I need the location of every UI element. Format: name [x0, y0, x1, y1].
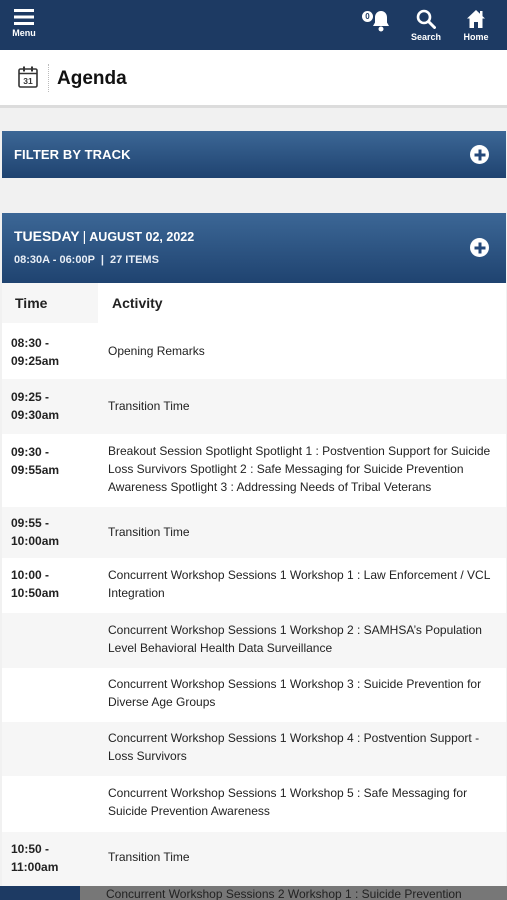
table-row[interactable] [2, 558, 506, 613]
next-row-activity: Concurrent Workshop Sessions 2 Workshop 1 : Suicide Prevention [106, 887, 462, 900]
row-time: 10:00 - 10:50am [11, 568, 60, 600]
top-nav-bar [0, 0, 507, 50]
notifications-button[interactable] [360, 0, 394, 50]
row-time: 09:25 - 09:30am [11, 390, 60, 422]
title-divider [48, 64, 49, 92]
table-row[interactable] [2, 507, 506, 558]
row-time: 10:50 - 11:00am [11, 842, 59, 874]
row-time: 08:30 - 09:25am [11, 336, 60, 368]
home-label: Home [463, 32, 489, 42]
row-activity: Opening Remarks [108, 344, 205, 358]
table-row[interactable] [2, 668, 506, 722]
date-separator: | [82, 228, 87, 244]
row-time: 09:55 - 10:00am [11, 516, 60, 548]
row-activity: Concurrent Workshop Sessions 1 Workshop 3 : Suicide Prevention for Diverse Age Groups [108, 677, 482, 709]
day-header[interactable] [2, 213, 506, 283]
calendar-day-number: 31 [23, 76, 33, 86]
row-activity: Transition Time [108, 850, 190, 864]
table-row[interactable] [2, 379, 506, 434]
page-header [0, 50, 507, 108]
search-button[interactable] [408, 0, 444, 50]
expand-plus-icon[interactable] [470, 238, 489, 257]
calendar-icon [18, 66, 38, 88]
table-row[interactable] [2, 323, 506, 379]
menu-button[interactable] [7, 0, 41, 50]
row-activity: Concurrent Workshop Sessions 1 Workshop 5 : Safe Messaging for Suicide Prevention Awareness [108, 786, 468, 818]
table-header [2, 283, 506, 323]
day-summary: 08:30A - 06:00P | 27 ITEMS [14, 254, 159, 266]
page-title: Agenda [57, 68, 127, 89]
activity-column-header: Activity [112, 295, 163, 311]
home-icon [466, 9, 486, 29]
row-activity: Transition Time [108, 399, 190, 413]
next-row-peek [0, 886, 507, 900]
table-row[interactable] [2, 776, 506, 832]
table-row[interactable] [2, 434, 506, 507]
bell-icon [369, 9, 393, 33]
notification-count-badge: 0 [362, 11, 373, 22]
menu-label: Menu [12, 28, 36, 38]
table-row[interactable] [2, 613, 506, 668]
table-row[interactable] [2, 722, 506, 776]
hamburger-icon [14, 9, 34, 25]
search-label: Search [410, 32, 442, 42]
row-activity: Concurrent Workshop Sessions 1 Workshop 1 : Law Enforcement / VCL Integration [108, 568, 490, 600]
home-button[interactable] [458, 0, 494, 50]
next-row-time-cell [0, 886, 80, 900]
search-icon [416, 9, 436, 29]
row-activity: Transition Time [108, 525, 190, 539]
table-row[interactable] [2, 832, 506, 886]
row-activity: Breakout Session Spotlight Spotlight 1 : Postvention Support for Suicide Loss Survivors Spotlight 2 : Safe Messaging for Suicide Prevention Awareness Spotlight 3 : Addressing Needs of Tribal Veterans [108, 444, 491, 494]
row-time: 09:30 - 09:55am [11, 445, 60, 477]
filter-label: FILTER BY TRACK [14, 147, 131, 162]
day-date: AUGUST 02, 2022 [89, 230, 195, 244]
day-weekday: TUESDAY [14, 228, 80, 244]
day-date-line [14, 228, 194, 244]
row-activity: Concurrent Workshop Sessions 1 Workshop 2 : SAMHSA’s Population Level Behavioral Health Data Surveillance [108, 623, 482, 655]
filter-by-track-toggle[interactable] [2, 131, 506, 178]
expand-plus-icon[interactable] [470, 145, 489, 164]
time-column-header: Time [15, 295, 48, 311]
row-activity: Concurrent Workshop Sessions 1 Workshop 4 : Postvention Support - Loss Survivors [108, 731, 480, 763]
